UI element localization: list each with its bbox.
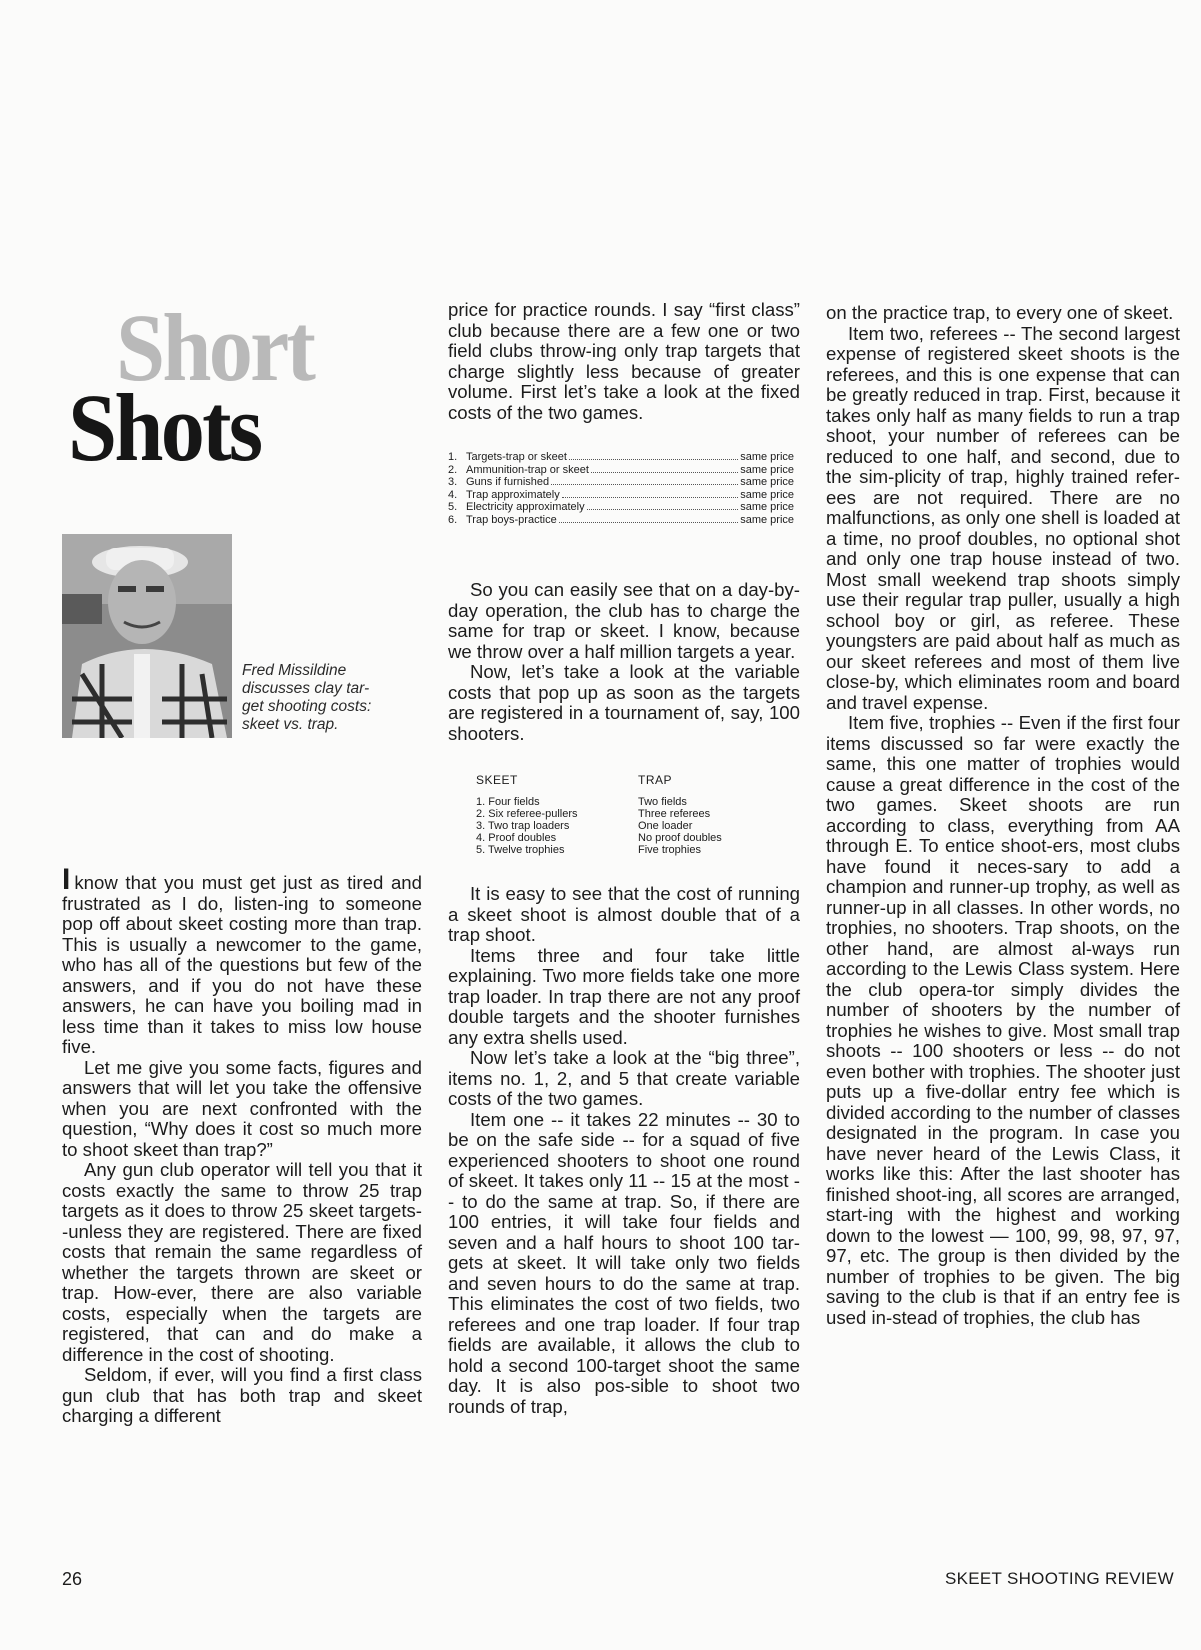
- caption-line: discusses clay tar-: [242, 680, 370, 697]
- list-item: 2. Six referee-pullers: [476, 808, 578, 820]
- list-item: 5. Twelve trophies: [476, 844, 565, 856]
- row-number: 1.: [448, 451, 458, 463]
- paragraph: Item one -- it takes 22 minutes -- 30 to be on the safe side -- for a squad of five experienced shooters to shoot one round of skeet. It takes only 11 -- 15 at the most -- to do the same at trap. So, if there are 100 entries, it will take four fields and seven and a half hours to shoot 100 tar-gets at skeet. It will take only two fields and seven hours to do the same at trap. This eliminates the cost of two fields, two referees and one trap loader. If four trap fields are available, it allows the club to hold a second 100-target shoot the same day. It is also pos-sible to shoot two rounds of trap,: [448, 1108, 800, 1417]
- photo-caption: [242, 662, 392, 734]
- leader-dots: [587, 509, 739, 510]
- row-label: Guns if furnished: [466, 476, 550, 488]
- paragraph: Any gun club operator will tell you that it costs exactly the same to throw 25 trap targets as it does to throw 25 skeet targets--unless they are registered. There are fixed costs that remain the same regardless of whether the targets thrown are skeet or trap. How-ever, there are also variable costs, especially when the targets are registered, that can and do make a difference in the cost of shooting.: [62, 1159, 422, 1365]
- row-label: Trap boys-practice: [466, 513, 557, 526]
- row-label: Electricity approximately: [466, 501, 585, 513]
- row-number: 5.: [448, 501, 458, 513]
- paragraph: Seldom, if ever, will you find a first class gun club that has both trap and skeet charging a different: [62, 1364, 422, 1426]
- paragraph: Now let’s take a look at the “big three”, items no. 1, 2, and 5 that create variable costs of the two games.: [448, 1047, 800, 1109]
- row-value: same price: [740, 476, 794, 488]
- list-item: Five trophies: [638, 844, 701, 856]
- column-header: TRAP: [638, 773, 673, 787]
- skeet-vs-trap-table: [476, 774, 800, 856]
- title-line-short: Short: [116, 294, 314, 401]
- list-item: Three referees: [638, 808, 711, 820]
- row-number: 2.: [448, 463, 458, 476]
- column-header: SKEET: [476, 773, 518, 787]
- paragraph: Let me give you some facts, figures and answers that will let you take the offensive when you are next confronted with the question, “Why does it cost so much more to shoot skeet than trap?”: [62, 1056, 422, 1160]
- list-item: 1. Four fields: [476, 796, 540, 808]
- paragraph: Item two, referees -- The second largest expense of registered skeet shoots is the referees, and this is one expense that can be greatly reduced in trap. First, because it takes only half as many fields to run a trap shoot, your number of referees can be reduced to one half, and second, due to the sim-plicity of trap, highly trained refer-ees are not required. There are no malfunctions, as only one shell is loaded at a time, no proof doubles, no optional shot and only one trap house instead of two. Most small weekend trap shoots simply use their regular trap puller, usually a high school boy or girl, as referee. These youngsters are paid about half as much as our skeet referees and most of them live close-by, which eliminates room and board and travel expense.: [826, 322, 1180, 713]
- list-item: Two fields: [638, 796, 687, 808]
- row-value: same price: [740, 451, 794, 463]
- row-value: same price: [740, 488, 794, 501]
- list-item: No proof doubles: [638, 832, 722, 844]
- trap-column: [638, 774, 800, 856]
- column-1: [62, 863, 422, 1427]
- paragraph: on the practice trap, to every one of skeet.: [826, 302, 1174, 323]
- row-value: same price: [740, 463, 794, 476]
- row-number: 4.: [448, 488, 458, 501]
- page-number: 26: [62, 1569, 83, 1589]
- table-row: [448, 514, 794, 527]
- drop-cap: I: [62, 863, 71, 896]
- paragraph: price for practice rounds. I say “first class” club because there are a few one or two field clubs throw-ing only trap targets that charge slightly less because of greater volume. First let’s take a look at the fixed costs of the two games.: [448, 299, 800, 423]
- table-row: [448, 489, 794, 502]
- list-item: One loader: [638, 820, 693, 832]
- skeet-column: [476, 774, 638, 856]
- row-label: Trap approximately: [466, 488, 560, 501]
- paragraph: Items three and four take little explaining. Two more fields take one more trap loader. In trap there are not any proof double targets and the shooter furnishes any extra shells used.: [448, 944, 800, 1048]
- row-number: 6.: [448, 513, 458, 526]
- row-value: same price: [740, 501, 794, 513]
- caption-line: Fred Missildine: [242, 662, 347, 679]
- paragraph: So you can easily see that on a day-by-day operation, the club has to charge the same for trap or skeet. I know, because we throw over a half million targets a year.: [448, 579, 800, 662]
- row-number: 3.: [448, 476, 458, 488]
- list-item: 3. Two trap loaders: [476, 820, 570, 832]
- leader-dots: [559, 522, 739, 523]
- column-3: [826, 303, 1180, 1328]
- row-label: Ammunition-trap or skeet: [466, 463, 589, 476]
- column-2: [448, 300, 800, 1417]
- title-line-shots: Shots: [68, 374, 261, 481]
- leader-dots: [591, 472, 738, 473]
- paragraph: Now, let’s take a look at the variable costs that pop up as soon as the targets are registered in a tournament of, say, 100 shooters.: [448, 661, 800, 744]
- row-label: Targets-trap or skeet: [466, 451, 567, 463]
- list-item: 4. Proof doubles: [476, 832, 557, 844]
- table-row: [448, 464, 794, 477]
- author-photo: [62, 534, 232, 738]
- row-value: same price: [740, 513, 794, 526]
- leader-dots: [562, 497, 738, 498]
- article-title: [68, 294, 398, 481]
- caption-line: skeet vs. trap.: [242, 716, 339, 733]
- fixed-costs-table: [448, 451, 794, 526]
- magazine-name: SKEET SHOOTING REVIEW: [945, 1569, 1174, 1588]
- leader-dots: [551, 484, 738, 485]
- table-row: [448, 476, 794, 489]
- table-row: [448, 451, 794, 464]
- paragraph-text: know that you must get just as tired and frustrated as I do, listen-ing to someone pop off about skeet costing more than trap. This is usually a newcomer to the game, who has all of the questions but few of the answers, and if you do not have these answers, he can have you boiling mad in less time than it takes to miss low house five.: [62, 872, 422, 1057]
- paragraph: It is easy to see that the cost of running a skeet shoot is almost double that of a trap shoot.: [448, 883, 800, 945]
- paragraph: [62, 863, 422, 1058]
- caption-line: get shooting costs:: [242, 698, 372, 715]
- paragraph: Item five, trophies -- Even if the first four items discussed so far were exactly the same, this one matter of trophies would cause a great difference in the cost of the two games. Skeet shoots are run according to class, everything from AA through E. To entice shoot-ers, most clubs have found it neces-sary to add a champion and runner-up trophy, as well as runner-up in all classes. In other words, no trophies, no shooters. Trap shoots, on the other hand, are almost al-ways run according to the Lewis Class system. Here the club opera-tor simply divides the number of shooters by the number of trophies he wishes to give. Most small trap shoots -- 100 shooters or less -- do not even bother with trophies. The shooter just puts up a five-dollar entry fee which is divided according to the number of classes designated in the program. In case you have never heard of the Lewis Class, it works like this: After the last shooter has finished shoot-ing, all scores are arranged, start-ing with the highest and working down to the lowest — 100, 99, 98, 97, 97, 97, etc. The group is then divided by the number of trophies to be given. The big saving to the club is that if an entry fee is used in-stead of trophies, the club has: [826, 712, 1180, 1328]
- table-row: [448, 501, 794, 514]
- leader-dots: [569, 459, 738, 460]
